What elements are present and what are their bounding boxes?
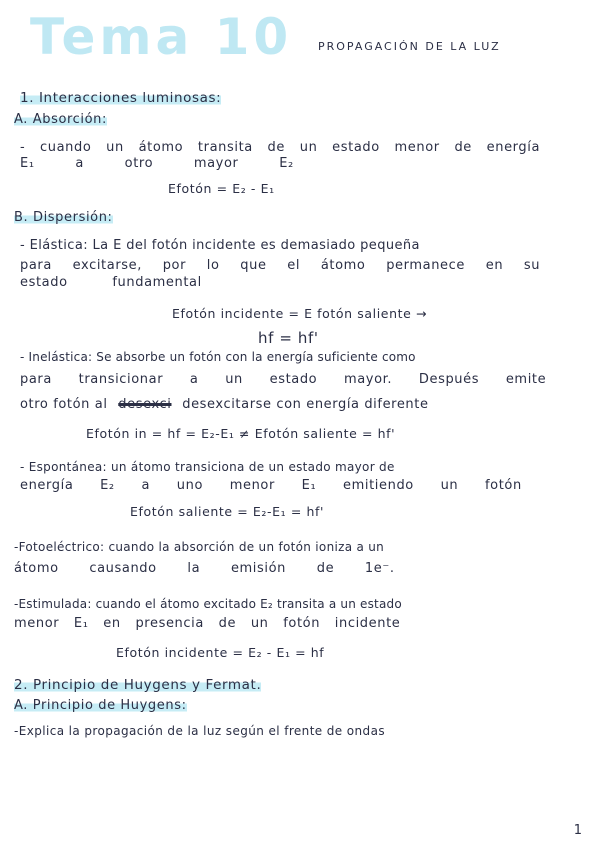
section-heading-2-text: 2. Principio de Huygens y Fermat.	[14, 677, 262, 693]
subsection-absorcion	[14, 112, 107, 127]
page-subtitle: PROPAGACIÓN DE LA LUZ	[318, 40, 501, 53]
huygens-line-1: -Explica la propagación de la luz según el frente de ondas	[14, 724, 385, 738]
elastica-line-2: para excitarse, por lo que el átomo permanece en su	[20, 258, 541, 273]
espontanea-line-1: - Espontánea: un átomo transiciona de un estado mayor de	[20, 460, 395, 474]
section-heading-2	[14, 677, 261, 693]
subsection-huygens	[14, 698, 187, 713]
estimulada-line-2: menor E₁ en presencia de un fotón incidente	[14, 616, 401, 631]
inelastica-line-3a: otro fotón al	[20, 397, 108, 412]
dispersion-label: B. Dispersión:	[14, 210, 113, 225]
inelastica-line-2: para transicionar a un estado mayor. Después emite	[20, 372, 547, 387]
elastica-line-1: - Elástica: La E del fotón incidente es demasiado pequeña	[20, 238, 420, 253]
elastica-formula-2: hf = hf'	[258, 329, 319, 347]
inelastica-formula: Efotón in = hf = E₂-E₁ ≠ Efotón saliente = hf'	[86, 426, 396, 441]
elastica-formula-1: Efotón incidente = E fotón saliente →	[172, 306, 428, 321]
inelastica-line-1: - Inelástica: Se absorbe un fotón con la energía suficiente como	[20, 350, 416, 364]
estimulada-line-1: -Estimulada: cuando el átomo excitado E₂ transita a un estado	[14, 597, 402, 611]
fotoelectrico-line-2: átomo causando la emisión de 1e⁻.	[14, 561, 395, 576]
espontanea-formula: Efotón saliente = E₂-E₁ = hf'	[130, 504, 325, 519]
estimulada-formula: Efotón incidente = E₂ - E₁ = hf	[116, 645, 325, 660]
absorcion-line-2: E₁ a otro mayor E₂	[20, 156, 294, 171]
inelastica-line-3	[20, 397, 429, 412]
espontanea-line-2: energía E₂ a uno menor E₁ emitiendo un fotón	[20, 478, 522, 493]
page-title: Tema 10	[30, 8, 293, 66]
inelastica-line-3b: desexcitarse con energía diferente	[182, 397, 429, 412]
absorcion-label: A. Absorción:	[14, 112, 107, 127]
absorcion-line-1: - cuando un átomo transita de un estado menor de energía	[20, 140, 541, 155]
section-heading-1-text: 1. Interacciones luminosas:	[20, 90, 222, 106]
huygens-label: A. Principio de Huygens:	[14, 698, 187, 713]
absorcion-formula: Efotón = E₂ - E₁	[168, 181, 275, 196]
crossed-out-word: desexci	[118, 397, 172, 412]
page-number: 1	[573, 823, 582, 838]
subsection-dispersion	[14, 210, 113, 225]
fotoelectrico-line-1: -Fotoeléctrico: cuando la absorción de un fotón ioniza a un	[14, 540, 385, 554]
section-heading-1	[20, 90, 221, 106]
elastica-line-3: estado fundamental	[20, 275, 202, 290]
